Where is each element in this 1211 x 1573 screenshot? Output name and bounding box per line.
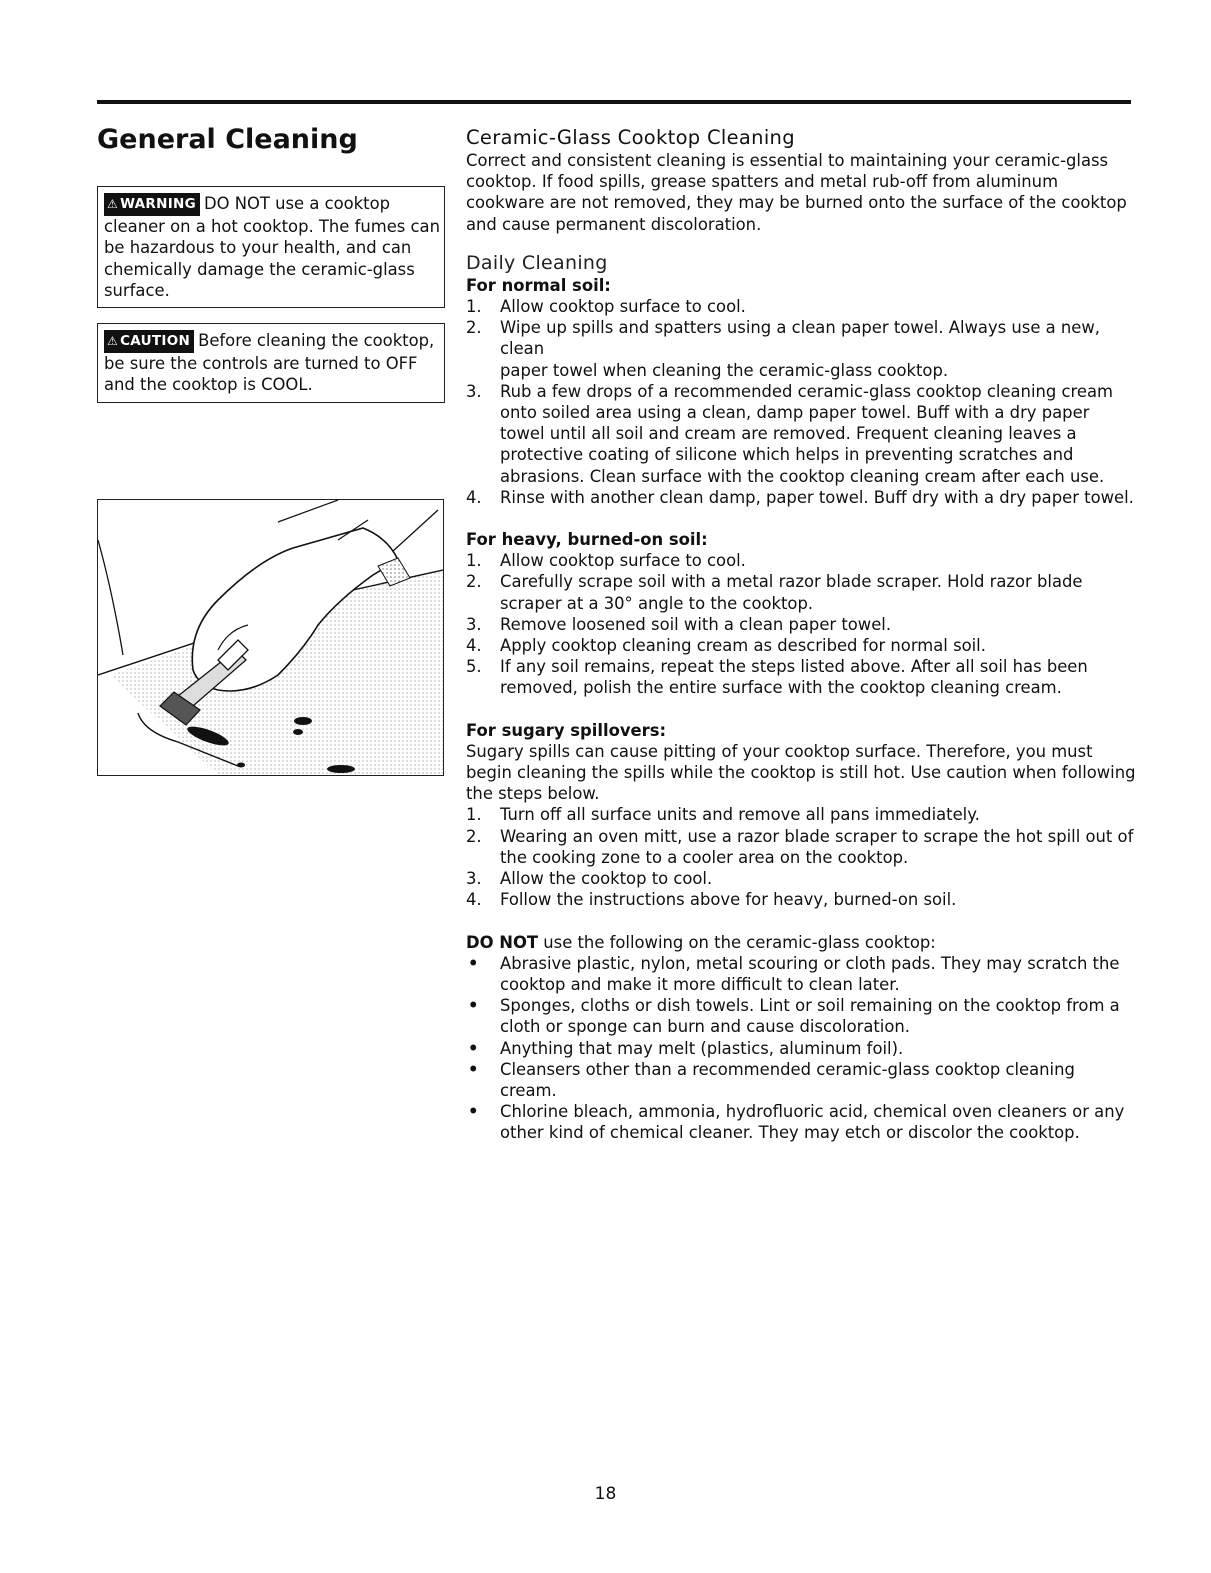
heavy-soil-label: For heavy, burned-on soil: [466,530,708,550]
top-rule [97,100,1131,104]
main-column [466,126,1136,1144]
list-item: 1. Turn off all surface units and remove all pans immediately. [466,805,980,825]
bullet-icon: • [468,996,479,1016]
bullet-icon: • [468,1059,479,1079]
bullet-icon: • [468,1038,479,1058]
list-item: 4. Follow the instructions above for heavy, burned-on soil. [466,890,957,910]
list-item: 3. Remove loosened soil with a clean paper towel. [466,614,892,634]
normal-soil-steps [466,296,1136,508]
list-item: • Anything that may melt (plastics, aluminum foil). [468,1038,904,1058]
list-item: 2. Carefully scrape soil with a metal razor blade scraper. Hold razor blade scraper at a 30° angle to the cooktop. [466,572,1083,613]
list-item: 1. Allow cooktop surface to cool. [466,551,746,571]
page-title: General Cleaning [97,124,358,155]
normal-soil-label: For normal soil: [466,275,611,295]
list-item: 2. Wearing an oven mitt, use a razor blade scraper to scrape the hot spill out of the cooking zone to a cooler area on the cooktop. [466,826,1134,867]
bullet-icon: • [468,1102,479,1122]
list-item: • Sponges, cloths or dish towels. Lint or soil remaining on the cooktop from a cloth or sponge can burn and cause discoloration. [468,996,1120,1037]
intro-paragraph: Correct and consistent cleaning is essential to maintaining your ceramic-glass cooktop. If food spills, grease spatters and metal rub-off from aluminum cookware are not removed, they may be burned onto the surface of the cooktop and cause permanent discoloration. [466,151,1127,234]
sugary-intro: Sugary spills can cause pitting of your cooktop surface. Therefore, you must begin cleaning the spills while the cooktop is still hot. Use caution when following the steps below. [466,741,1136,804]
warning-box [97,186,445,308]
list-item: 3. Rub a few drops of a recommended ceramic-glass cooktop cleaning cream onto soiled area using a clean, damp paper towel. Buff with a dry paper towel until all soil and cream are removed. Frequent cleaning leaves a protective coating of silicone which helps in preventing scratches and abrasions. Clean surface with the cooktop cleaning cream after each use. [466,381,1113,486]
sugary-spillovers-label: For sugary spillovers: [466,720,667,740]
page-number: 18 [594,1484,617,1504]
warning-badge: ⚠ WARNING [104,193,200,216]
caution-box [97,323,445,403]
bullet-icon: • [468,953,479,973]
caution-text: Before cleaning the cooktop, be sure the controls are turned to OFF and the cooktop is COOL. [104,331,435,395]
sugary-steps [466,804,1136,910]
list-item: 4. Rinse with another clean damp, paper towel. Buff dry with a dry paper towel. [466,487,1134,507]
left-column [97,122,445,776]
caution-badge: ⚠ CAUTION [104,330,194,353]
daily-cleaning-heading: Daily Cleaning [466,251,608,274]
list-item: • Cleansers other than a recommended ceramic-glass cooktop cleaning cream. [468,1059,1075,1100]
list-item: • Chlorine bleach, ammonia, hydrofluoric acid, chemical oven cleaners or any other kind of chemical cleaner. They may etch or discolor the cooktop. [468,1102,1125,1143]
warning-triangle-icon: ⚠ [107,197,119,211]
list-item: 3. Allow the cooktop to cool. [466,869,713,889]
do-not-intro: DO NOT use the following on the ceramic-glass cooktop: [466,932,936,952]
list-item: 5. If any soil remains, repeat the steps listed above. After all soil has been removed, polish the entire surface with the cooktop cleaning cream. [466,657,1088,698]
list-item: • Abrasive plastic, nylon, metal scouring or cloth pads. They may scratch the cooktop and make it more difficult to clean later. [468,953,1120,994]
list-item: 4. Apply cooktop cleaning cream as described for normal soil. [466,636,986,656]
oven-mitt-razor-scraper-illustration [98,500,443,775]
heavy-soil-steps [466,550,1136,698]
list-item: 2. Wipe up spills and spatters using a clean paper towel. Always use a new, clean paper towel when cleaning the ceramic-glass cooktop. [466,318,1100,380]
do-not-list [466,953,1136,1144]
list-item: 1. Allow cooktop surface to cool. [466,297,746,317]
section-heading: Ceramic-Glass Cooktop Cleaning [466,126,795,149]
cleaning-illustration [97,499,444,776]
caution-triangle-icon: ⚠ [107,334,119,349]
warning-text: DO NOT use a cooktop cleaner on a hot cooktop. The fumes can be hazardous to your health, and can chemically damage the ceramic-glass surface. [104,194,440,300]
